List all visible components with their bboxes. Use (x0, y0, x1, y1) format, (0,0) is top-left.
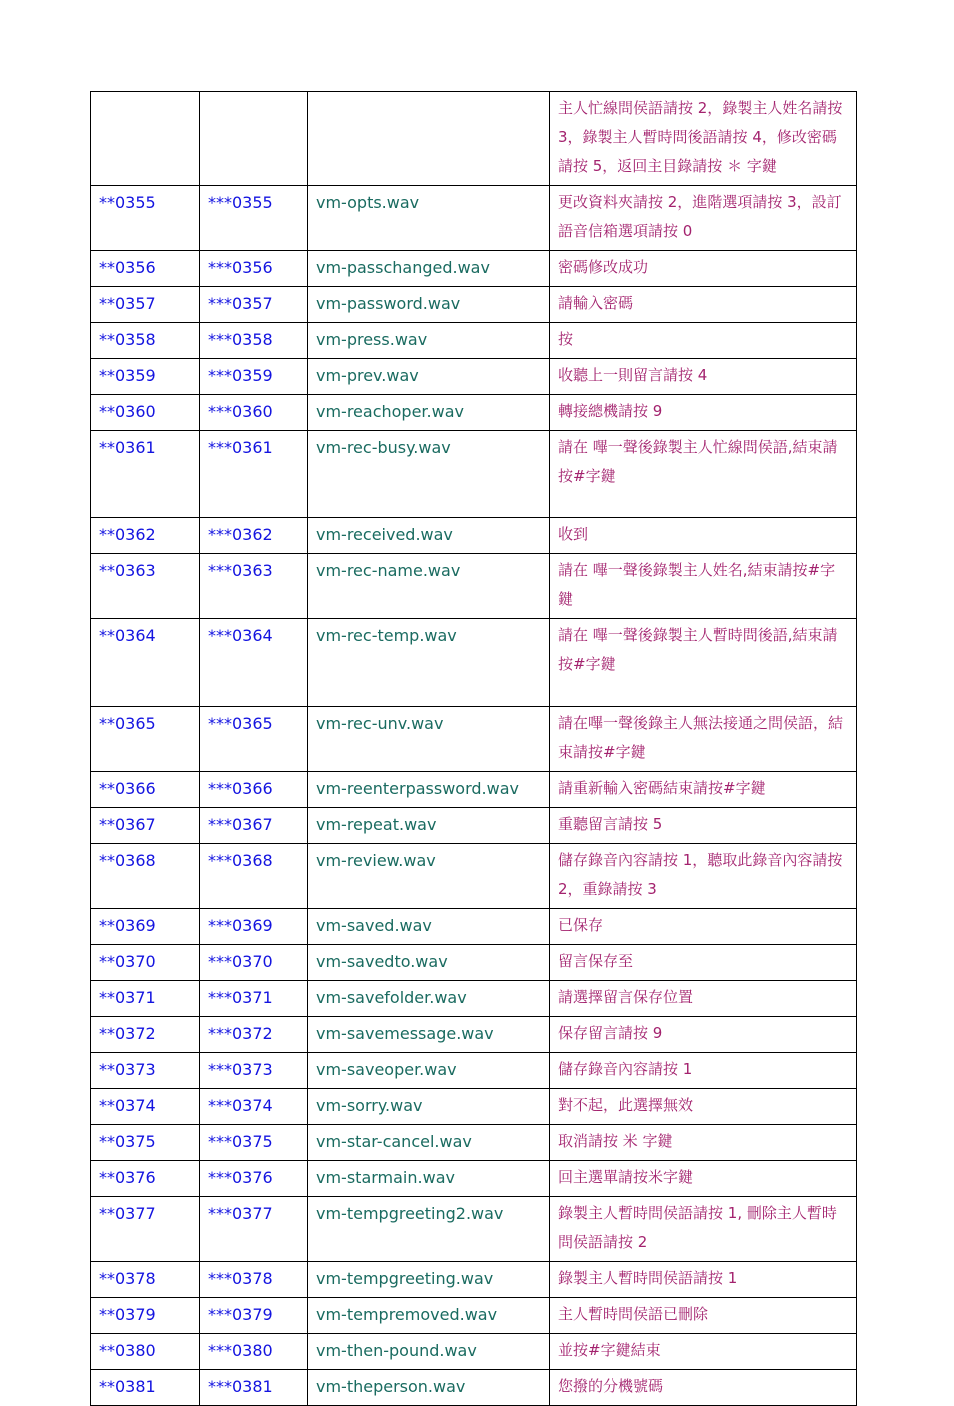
extended-code-cell: ***0370 (200, 945, 308, 981)
code-cell: **0372 (91, 1017, 200, 1053)
code-cell: **0371 (91, 981, 200, 1017)
extended-code-cell: ***0362 (200, 518, 308, 554)
filename-cell: vm-savedto.wav (308, 945, 550, 981)
extended-code-cell: ***0369 (200, 909, 308, 945)
description-cell: 收到 (550, 518, 857, 554)
description-cell: 主人忙線問侯語請按 2，錄製主人姓名請按 3，錄製主人暫時問後語請按 4，修改密碼請按 5，返回主目錄請按 ＊ 字鍵 (550, 92, 857, 186)
description-cell: 已保存 (550, 909, 857, 945)
extended-code-cell: ***0376 (200, 1161, 308, 1197)
table-row (91, 1017, 857, 1053)
extended-code-cell: ***0365 (200, 707, 308, 772)
description-cell: 收聽上一則留言請按 4 (550, 359, 857, 395)
filename-cell: vm-rec-temp.wav (308, 619, 550, 707)
filename-cell: vm-tempremoved.wav (308, 1298, 550, 1334)
filename-cell: vm-star-cancel.wav (308, 1125, 550, 1161)
description-cell: 錄製主人暫時問侯語請按 1 (550, 1262, 857, 1298)
extended-code-cell: ***0356 (200, 251, 308, 287)
extended-code-cell: ***0358 (200, 323, 308, 359)
table-row (91, 1298, 857, 1334)
table-row (91, 395, 857, 431)
table-row (91, 554, 857, 619)
description-cell: 主人暫時問侯語已刪除 (550, 1298, 857, 1334)
code-cell: **0360 (91, 395, 200, 431)
code-cell: **0362 (91, 518, 200, 554)
code-cell: **0358 (91, 323, 200, 359)
code-cell: **0357 (91, 287, 200, 323)
prompt-table (90, 91, 857, 1406)
description-cell: 轉接總機請按 9 (550, 395, 857, 431)
code-cell: **0366 (91, 772, 200, 808)
code-cell: **0355 (91, 186, 200, 251)
code-cell (91, 92, 200, 186)
table-row (91, 808, 857, 844)
description-cell: 請在嗶一聲後錄主人無法接通之問侯語，結束請按#字鍵 (550, 707, 857, 772)
table-row (91, 1370, 857, 1406)
filename-cell: vm-passchanged.wav (308, 251, 550, 287)
code-cell: **0375 (91, 1125, 200, 1161)
filename-cell: vm-rec-busy.wav (308, 431, 550, 518)
extended-code-cell: ***0373 (200, 1053, 308, 1089)
extended-code-cell: ***0361 (200, 431, 308, 518)
description-cell: 留言保存至 (550, 945, 857, 981)
description-cell: 回主選單請按米字鍵 (550, 1161, 857, 1197)
filename-cell: vm-rec-name.wav (308, 554, 550, 619)
extended-code-cell: ***0364 (200, 619, 308, 707)
code-cell: **0378 (91, 1262, 200, 1298)
filename-cell: vm-then-pound.wav (308, 1334, 550, 1370)
table-row (91, 1262, 857, 1298)
table-row (91, 981, 857, 1017)
extended-code-cell (200, 92, 308, 186)
description-cell: 儲存錄音內容請按 1，聽取此錄音內容請按 2，重錄請按 3 (550, 844, 857, 909)
code-cell: **0374 (91, 1089, 200, 1125)
code-cell: **0370 (91, 945, 200, 981)
code-cell: **0376 (91, 1161, 200, 1197)
description-cell: 重聽留言請按 5 (550, 808, 857, 844)
filename-cell: vm-received.wav (308, 518, 550, 554)
description-cell: 錄製主人暫時問侯語請按 1, 刪除主人暫時問侯語請按 2 (550, 1197, 857, 1262)
table-row (91, 619, 857, 707)
description-cell: 更改資料夾請按 2，進階選項請按 3，設訂語音信箱選項請按 0 (550, 186, 857, 251)
code-cell: **0379 (91, 1298, 200, 1334)
filename-cell (308, 92, 550, 186)
code-cell: **0367 (91, 808, 200, 844)
filename-cell: vm-review.wav (308, 844, 550, 909)
table-row (91, 431, 857, 518)
table-row (91, 909, 857, 945)
code-cell: **0368 (91, 844, 200, 909)
description-cell: 請輸入密碼 (550, 287, 857, 323)
extended-code-cell: ***0377 (200, 1197, 308, 1262)
extended-code-cell: ***0367 (200, 808, 308, 844)
filename-cell: vm-opts.wav (308, 186, 550, 251)
code-cell: **0377 (91, 1197, 200, 1262)
extended-code-cell: ***0359 (200, 359, 308, 395)
description-cell: 請重新輸入密碼結束請按#字鍵 (550, 772, 857, 808)
table-row (91, 1334, 857, 1370)
filename-cell: vm-saved.wav (308, 909, 550, 945)
filename-cell: vm-press.wav (308, 323, 550, 359)
extended-code-cell: ***0375 (200, 1125, 308, 1161)
description-cell: 按 (550, 323, 857, 359)
table-row (91, 844, 857, 909)
extended-code-cell: ***0363 (200, 554, 308, 619)
description-cell: 請選擇留言保存位置 (550, 981, 857, 1017)
description-cell: 請在 嗶一聲後錄製主人忙線問侯語,結束請按#字鍵 (550, 431, 857, 518)
code-cell: **0369 (91, 909, 200, 945)
extended-code-cell: ***0360 (200, 395, 308, 431)
filename-cell: vm-saveoper.wav (308, 1053, 550, 1089)
table-row (91, 359, 857, 395)
filename-cell: vm-tempgreeting2.wav (308, 1197, 550, 1262)
extended-code-cell: ***0378 (200, 1262, 308, 1298)
code-cell: **0364 (91, 619, 200, 707)
code-cell: **0361 (91, 431, 200, 518)
extended-code-cell: ***0374 (200, 1089, 308, 1125)
filename-cell: vm-reachoper.wav (308, 395, 550, 431)
table-row (91, 1125, 857, 1161)
description-cell: 對不起，此選擇無效 (550, 1089, 857, 1125)
extended-code-cell: ***0357 (200, 287, 308, 323)
table-row (91, 518, 857, 554)
table-row (91, 1053, 857, 1089)
table-row (91, 1197, 857, 1262)
description-cell: 並按#字鍵結束 (550, 1334, 857, 1370)
table-row (91, 945, 857, 981)
table-row (91, 251, 857, 287)
filename-cell: vm-password.wav (308, 287, 550, 323)
filename-cell: vm-tempgreeting.wav (308, 1262, 550, 1298)
code-cell: **0380 (91, 1334, 200, 1370)
table-row (91, 287, 857, 323)
code-cell: **0373 (91, 1053, 200, 1089)
extended-code-cell: ***0381 (200, 1370, 308, 1406)
filename-cell: vm-sorry.wav (308, 1089, 550, 1125)
code-cell: **0363 (91, 554, 200, 619)
filename-cell: vm-savefolder.wav (308, 981, 550, 1017)
extended-code-cell: ***0379 (200, 1298, 308, 1334)
extended-code-cell: ***0372 (200, 1017, 308, 1053)
table-row (91, 1089, 857, 1125)
extended-code-cell: ***0355 (200, 186, 308, 251)
table-row (91, 186, 857, 251)
description-cell: 保存留言請按 9 (550, 1017, 857, 1053)
description-cell: 您撥的分機號碼 (550, 1370, 857, 1406)
extended-code-cell: ***0366 (200, 772, 308, 808)
description-cell: 儲存錄音內容請按 1 (550, 1053, 857, 1089)
extended-code-cell: ***0380 (200, 1334, 308, 1370)
table-row (91, 92, 857, 186)
table-row (91, 323, 857, 359)
filename-cell: vm-rec-unv.wav (308, 707, 550, 772)
table-row (91, 772, 857, 808)
description-cell: 密碼修改成功 (550, 251, 857, 287)
filename-cell: vm-prev.wav (308, 359, 550, 395)
code-cell: **0356 (91, 251, 200, 287)
description-cell: 請在 嗶一聲後錄製主人姓名,結束請按#字鍵 (550, 554, 857, 619)
code-cell: **0381 (91, 1370, 200, 1406)
code-cell: **0365 (91, 707, 200, 772)
filename-cell: vm-repeat.wav (308, 808, 550, 844)
table-row (91, 1161, 857, 1197)
extended-code-cell: ***0371 (200, 981, 308, 1017)
code-cell: **0359 (91, 359, 200, 395)
table-row (91, 707, 857, 772)
description-cell: 請在 嗶一聲後錄製主人暫時問後語,結束請按#字鍵 (550, 619, 857, 707)
table-body (91, 92, 857, 1406)
extended-code-cell: ***0368 (200, 844, 308, 909)
filename-cell: vm-reenterpassword.wav (308, 772, 550, 808)
filename-cell: vm-theperson.wav (308, 1370, 550, 1406)
filename-cell: vm-savemessage.wav (308, 1017, 550, 1053)
description-cell: 取消請按 米 字鍵 (550, 1125, 857, 1161)
filename-cell: vm-starmain.wav (308, 1161, 550, 1197)
